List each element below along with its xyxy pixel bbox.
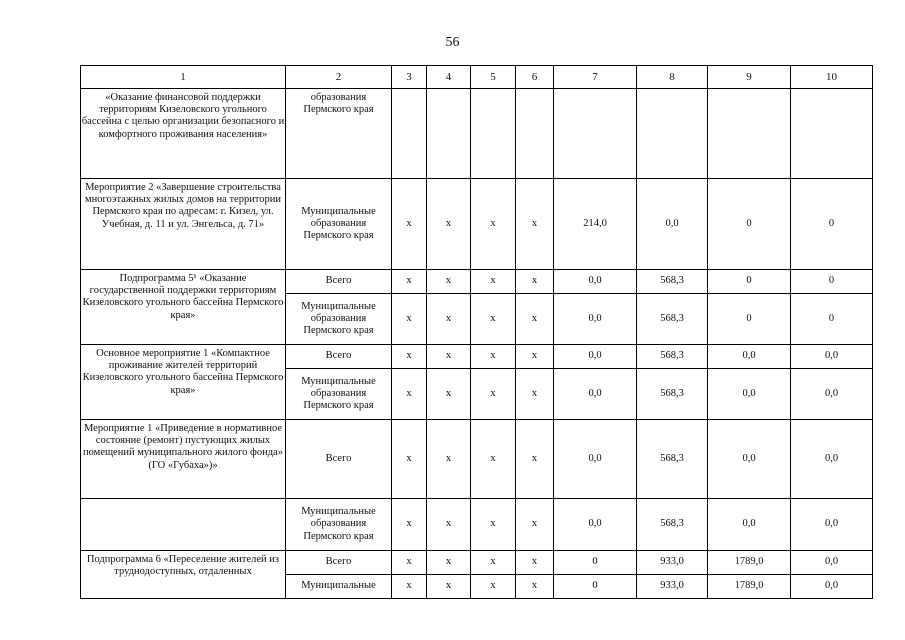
cell-c3: х [392, 499, 427, 551]
header-cell: 5 [471, 66, 516, 89]
cell-c8: 568,3 [637, 294, 708, 345]
cell-c9 [708, 89, 791, 179]
cell-c4: х [427, 499, 471, 551]
header-row [81, 66, 873, 89]
cell-c10: 0,0 [791, 551, 873, 575]
header-cell: 9 [708, 66, 791, 89]
row-source: Муниципальные [286, 575, 392, 599]
row-name: Подпрограмма 6 «Переселение жителей из труднодоступных, отдаленных [81, 551, 286, 599]
cell-c3: х [392, 270, 427, 294]
row-name: Основное мероприятие 1 «Компактное проживание жителей территорий Кизеловского угольного бассейна Пермского края» [81, 345, 286, 420]
cell-c8: 568,3 [637, 420, 708, 499]
cell-c6: х [516, 420, 554, 499]
cell-c3: х [392, 551, 427, 575]
cell-c7: 0,0 [554, 270, 637, 294]
cell-c5: х [471, 575, 516, 599]
cell-c3: х [392, 179, 427, 270]
cell-c4: х [427, 575, 471, 599]
cell-c7: 0,0 [554, 369, 637, 420]
cell-c7: 214,0 [554, 179, 637, 270]
table-row [81, 89, 873, 179]
cell-c5: х [471, 551, 516, 575]
cell-c6: х [516, 345, 554, 369]
cell-c8 [637, 89, 708, 179]
cell-c7 [554, 89, 637, 179]
cell-c4: х [427, 294, 471, 345]
cell-c10: 0,0 [791, 575, 873, 599]
table-row [81, 499, 873, 551]
row-source: Всего [286, 270, 392, 294]
cell-c10: 0 [791, 270, 873, 294]
cell-c9: 0 [708, 179, 791, 270]
cell-c6: х [516, 551, 554, 575]
cell-c9: 0,0 [708, 345, 791, 369]
cell-c9: 0,0 [708, 369, 791, 420]
cell-c8: 568,3 [637, 270, 708, 294]
cell-c6: х [516, 294, 554, 345]
cell-c8: 933,0 [637, 551, 708, 575]
row-source: Муниципальные образования Пермского края [286, 294, 392, 345]
cell-c5: х [471, 345, 516, 369]
cell-c8: 568,3 [637, 499, 708, 551]
row-source: Всего [286, 420, 392, 499]
cell-c3: х [392, 294, 427, 345]
header-cell: 6 [516, 66, 554, 89]
row-source: Муниципальные образования Пермского края [286, 179, 392, 270]
cell-c6 [516, 89, 554, 179]
cell-c5: х [471, 499, 516, 551]
cell-c3: х [392, 575, 427, 599]
cell-c7: 0,0 [554, 345, 637, 369]
budget-table [80, 65, 873, 599]
header-cell: 2 [286, 66, 392, 89]
cell-c4: х [427, 369, 471, 420]
row-name [81, 499, 286, 551]
row-source: Муниципальные образования Пермского края [286, 499, 392, 551]
cell-c4: х [427, 345, 471, 369]
row-source: Муниципальные образования Пермского края [286, 369, 392, 420]
table-row [81, 420, 873, 499]
cell-c10: 0 [791, 179, 873, 270]
row-source: Всего [286, 551, 392, 575]
cell-c6: х [516, 270, 554, 294]
cell-c7: 0 [554, 551, 637, 575]
cell-c6: х [516, 499, 554, 551]
row-source: образования Пермского края [286, 89, 392, 179]
cell-c4: х [427, 420, 471, 499]
cell-c5 [471, 89, 516, 179]
cell-c10: 0,0 [791, 345, 873, 369]
table-row [81, 179, 873, 270]
header-cell: 1 [81, 66, 286, 89]
cell-c3: х [392, 369, 427, 420]
cell-c9: 0 [708, 294, 791, 345]
cell-c9: 0,0 [708, 420, 791, 499]
cell-c9: 1789,0 [708, 575, 791, 599]
cell-c10: 0,0 [791, 420, 873, 499]
row-name: Мероприятие 1 «Приведение в нормативное состояние (ремонт) пустующих жилых помещений муниципального жилого фонда» (ГО «Губаха»)» [81, 420, 286, 499]
row-source: Всего [286, 345, 392, 369]
cell-c4: х [427, 270, 471, 294]
cell-c9: 0,0 [708, 499, 791, 551]
cell-c8: 933,0 [637, 575, 708, 599]
row-name: Мероприятие 2 «Завершение строительства многоэтажных жилых домов на территории Пермского края по адресам: г. Кизел, ул. Учебная, д. 11 и ул. Энгельса, д. 71» [81, 179, 286, 270]
header-cell: 4 [427, 66, 471, 89]
cell-c6: х [516, 575, 554, 599]
row-name: Подпрограмма 5¹ «Оказание государственной поддержки территориям Кизеловского угольного бассейна Пермского края» [81, 270, 286, 345]
table-row [81, 345, 873, 369]
cell-c4 [427, 89, 471, 179]
cell-c4: х [427, 551, 471, 575]
table-row [81, 551, 873, 575]
header-cell: 10 [791, 66, 873, 89]
cell-c9: 0 [708, 270, 791, 294]
cell-c3: х [392, 420, 427, 499]
cell-c7: 0,0 [554, 420, 637, 499]
cell-c7: 0,0 [554, 499, 637, 551]
cell-c6: х [516, 179, 554, 270]
cell-c6: х [516, 369, 554, 420]
cell-c5: х [471, 179, 516, 270]
cell-c7: 0,0 [554, 294, 637, 345]
header-cell: 3 [392, 66, 427, 89]
cell-c5: х [471, 420, 516, 499]
cell-c8: 0,0 [637, 179, 708, 270]
cell-c5: х [471, 369, 516, 420]
cell-c7: 0 [554, 575, 637, 599]
row-name: «Оказание финансовой поддержки территориям Кизеловского угольного бассейна с целью организации безопасного и комфортного проживания населения» [81, 89, 286, 179]
cell-c3: х [392, 345, 427, 369]
cell-c8: 568,3 [637, 345, 708, 369]
header-cell: 7 [554, 66, 637, 89]
cell-c3 [392, 89, 427, 179]
cell-c5: х [471, 270, 516, 294]
cell-c10 [791, 89, 873, 179]
cell-c5: х [471, 294, 516, 345]
table-row [81, 270, 873, 294]
page-number: 56 [445, 35, 460, 50]
cell-c10: 0,0 [791, 369, 873, 420]
cell-c9: 1789,0 [708, 551, 791, 575]
cell-c8: 568,3 [637, 369, 708, 420]
cell-c4: х [427, 179, 471, 270]
cell-c10: 0 [791, 294, 873, 345]
header-cell: 8 [637, 66, 708, 89]
cell-c10: 0,0 [791, 499, 873, 551]
